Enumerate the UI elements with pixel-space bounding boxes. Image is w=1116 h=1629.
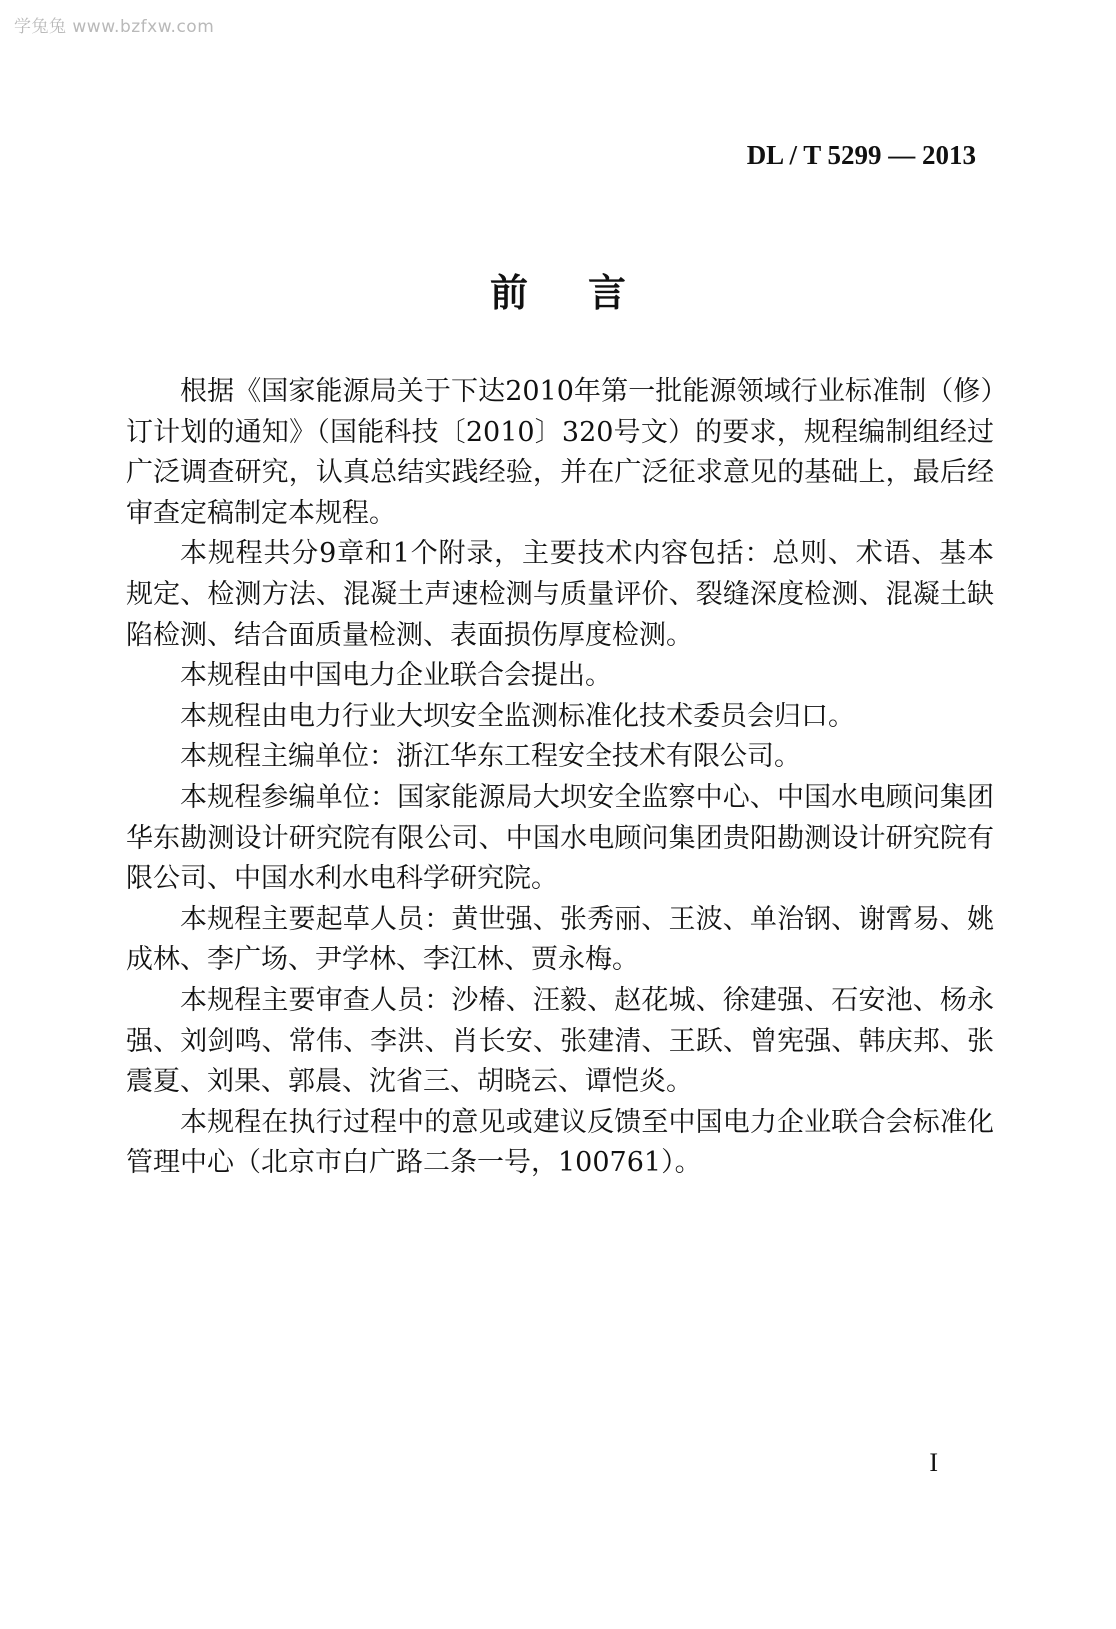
document-code: DL / T 5299 — 2013: [746, 140, 976, 170]
paragraph-feedback: 本规程在执行过程中的意见或建议反馈至中国电力企业联合会标准化管理中心（北京市白广路二条一号，100761）。: [126, 1106, 994, 1179]
paragraph-proposer: 本规程由中国电力企业联合会提出。: [180, 660, 612, 692]
foreword-body: [126, 372, 994, 1184]
paragraph-drafters: 本规程主要起草人员：黄世强、张秀丽、王波、单治钢、谢霄易、姚成林、李广场、尹学林、李江林、贾永梅。: [126, 903, 994, 976]
paragraph-reviewers: 本规程主要审查人员：沙椿、汪毅、赵花城、徐建强、石安池、杨永强、刘剑鸣、常伟、李洪、肖长安、张建清、王跃、曾宪强、韩庆邦、张震夏、刘果、郭晨、沈省三、胡晓云、谭恺炎。: [126, 984, 994, 1098]
paragraph-contents: 本规程共分9章和1个附录，主要技术内容包括：总则、术语、基本规定、检测方法、混凝土声速检测与质量评价、裂缝深度检测、混凝土缺陷检测、结合面质量检测、表面损伤厚度检测。: [126, 538, 994, 651]
paragraph-chief-editor: 本规程主编单位：浙江华东工程安全技术有限公司。: [180, 741, 801, 773]
paragraph-administrator: 本规程由电力行业大坝安全监测标准化技术委员会归口。: [180, 700, 855, 732]
page-number: I: [929, 1448, 938, 1477]
page-title: 前言: [489, 270, 686, 315]
watermark: 学兔兔 www.bzfxw.com: [14, 17, 215, 37]
paragraph-basis: 根据《国家能源局关于下达2010年第一批能源领域行业标准制（修）订计划的通知》（国能科技〔2010〕320号文）的要求，规程编制组经过广泛调查研究，认真总结实践经验，并在广泛征求意见的基础上，最后经审查定稿制定本规程。: [126, 376, 994, 529]
paragraph-participants: 本规程参编单位：国家能源局大坝安全监察中心、中国水电顾问集团华东勘测设计研究院有限公司、中国水电顾问集团贵阳勘测设计研究院有限公司、中国水利水电科学研究院。: [126, 781, 994, 895]
